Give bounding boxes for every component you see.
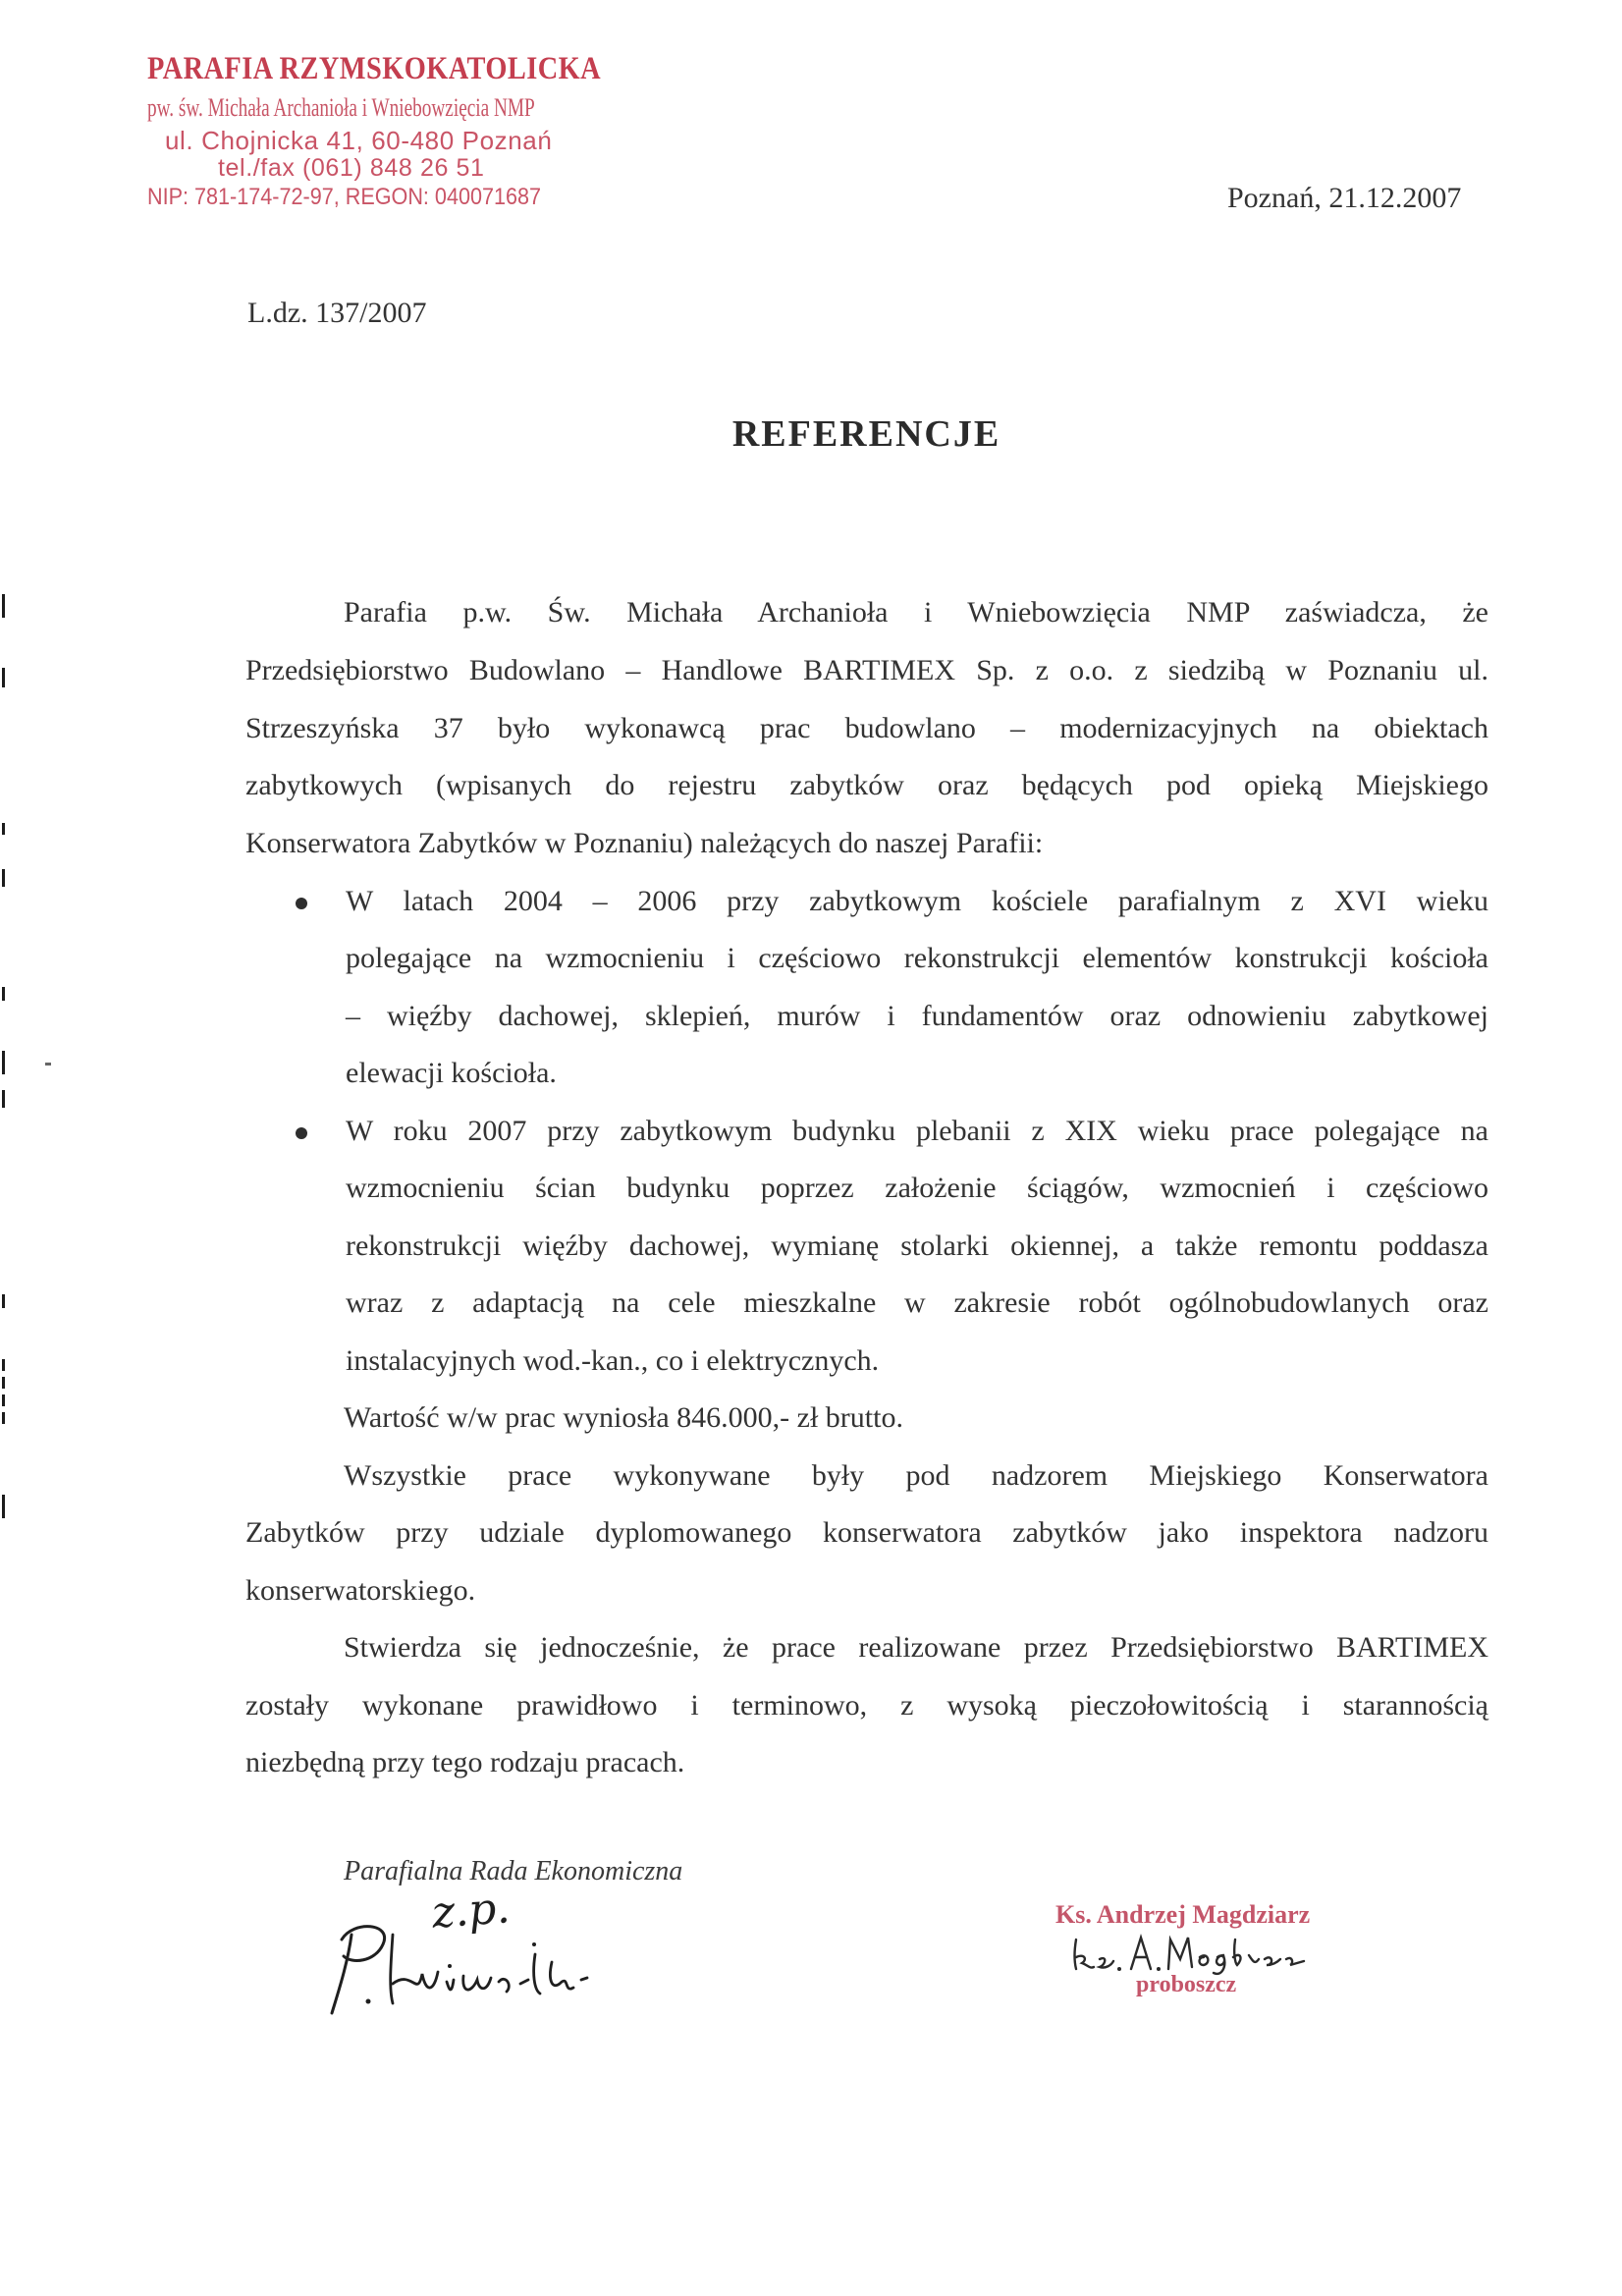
intro-line: Parafia p.w. Św. Michała Archanioła i Wniebowzięcia NMP zaświadcza, że — [344, 596, 1488, 629]
document-date: Poznań, 21.12.2007 — [1227, 182, 1462, 214]
letterhead-ids: NIP: 781-174-72-97, REGON: 040071687 — [147, 184, 542, 210]
letterhead-subtitle: pw. św. Michała Archanioła i Wniebowzięcia NMP — [147, 93, 535, 122]
priest-stamp-role: proboszcz — [1136, 1972, 1237, 1997]
council-label: Parafialna Rada Ekonomiczna — [344, 1856, 683, 1886]
reference-number: L.dz. 137/2007 — [247, 297, 427, 329]
letterhead-name: PARAFIA RZYMSKOKATOLICKA — [147, 51, 602, 86]
supervision-line: Zabytków przy udziale dyplomowanego konserwatora zabytków jako inspektora nadzoru — [245, 1516, 1488, 1549]
bullet-line: – więźby dachowej, sklepień, murów i fundamentów oraz odnowieniu zabytkowej — [346, 1000, 1488, 1032]
supervision-line: konserwatorskiego. — [245, 1574, 476, 1607]
council-zp: z.p. — [430, 1883, 513, 1939]
conclusion-line: zostały wykonane prawidłowo i terminowo, z wysoką pieczołowitością i starannością — [245, 1689, 1488, 1722]
bullet-line: elewacji kościoła. — [346, 1057, 557, 1089]
bullet-dot-icon — [296, 898, 307, 909]
bullet-line: wraz z adaptacją na cele mieszkalne w zakresie robót ogólnobudowlanych oraz — [346, 1286, 1488, 1319]
bullet-line: polegające na wzmocnieniu i częściowo rekonstrukcji elementów konstrukcji kościoła — [346, 942, 1488, 974]
conclusion-line: Stwierdza się jednocześnie, że prace realizowane przez Przedsiębiorstwo BARTIMEX — [344, 1631, 1488, 1664]
intro-line: Strzeszyńska 37 było wykonawcą prac budowlano – modernizacyjnych na obiektach — [245, 712, 1488, 744]
supervision-line: Wszystkie prace wykonywane były pod nadzorem Miejskiego Konserwatora — [344, 1459, 1488, 1492]
value-line: Wartość w/w prac wyniosła 846.000,- zł brutto. — [344, 1401, 903, 1434]
bullet-line: instalacyjnych wod.-kan., co i elektrycznych. — [346, 1344, 880, 1377]
conclusion-line: niezbędną przy tego rodzaju pracach. — [245, 1746, 685, 1778]
bullet-line: rekonstrukcji więźby dachowej, wymianę stolarki okiennej, a także remontu poddasza — [346, 1230, 1488, 1262]
priest-stamp-name: Ks. Andrzej Magdziarz — [1055, 1900, 1311, 1929]
letterhead-address: ul. Chojnicka 41, 60-480 Poznań — [165, 126, 553, 155]
bullet-dot-icon — [296, 1127, 307, 1139]
intro-line: Przedsiębiorstwo Budowlano – Handlowe BARTIMEX Sp. z o.o. z siedzibą w Poznaniu ul. — [245, 654, 1488, 686]
bullet-line: wzmocnieniu ścian budynku poprzez założenie ściągów, wzmocnień i częściowo — [346, 1172, 1488, 1204]
bullet-line: W latach 2004 – 2006 przy zabytkowym kościele parafialnym z XVI wieku — [346, 885, 1488, 917]
letterhead-phone: tel./fax (061) 848 26 51 — [218, 154, 485, 182]
document-heading: REFERENCJE — [731, 413, 1001, 455]
intro-line: Konserwatora Zabytków w Poznaniu) należących do naszej Parafii: — [245, 827, 1044, 859]
intro-line: zabytkowych (wpisanych do rejestru zabytków oraz będących pod opieką Miejskiego — [245, 769, 1488, 801]
bullet-line: W roku 2007 przy zabytkowym budynku plebanii z XIX wieku prace polegające na — [346, 1115, 1488, 1147]
council-signature-icon — [324, 1915, 658, 2023]
